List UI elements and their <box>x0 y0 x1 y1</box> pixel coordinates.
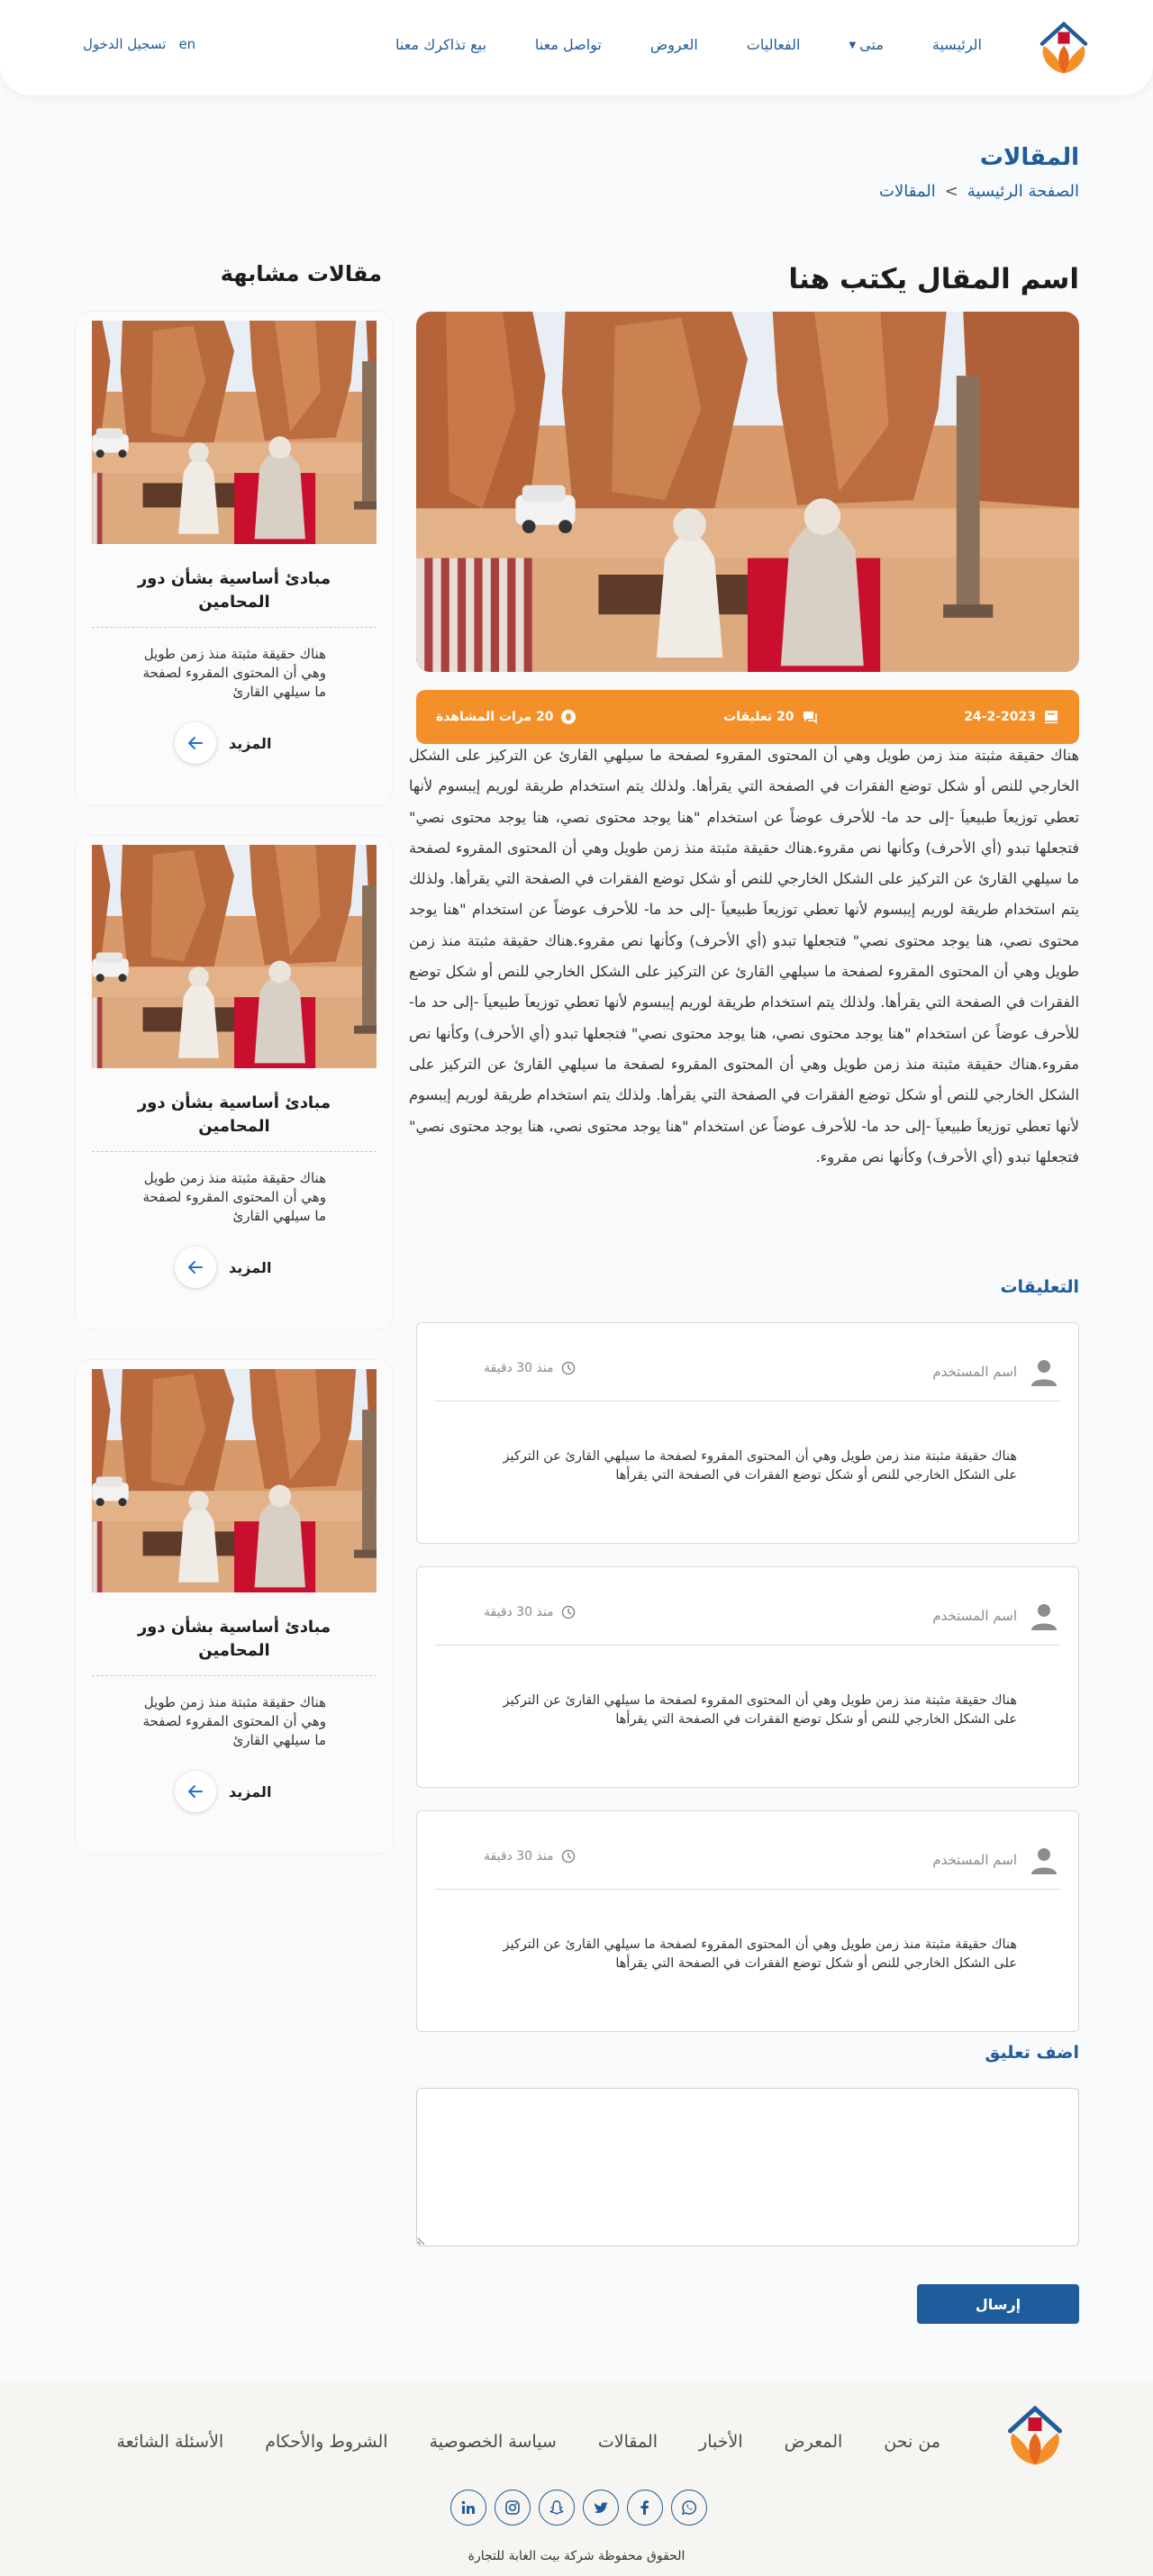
chevron-down-icon: ▼ <box>849 41 857 50</box>
whatsapp-icon[interactable] <box>671 2490 707 2526</box>
arrow-left-icon <box>186 734 204 752</box>
read-more-link[interactable] <box>175 722 271 764</box>
article-image <box>416 312 1079 672</box>
comment-time <box>484 1605 576 1619</box>
comment-user <box>932 1356 1060 1388</box>
divider <box>92 1675 377 1676</box>
header-actions <box>83 36 195 52</box>
divider <box>435 1645 1060 1646</box>
related-article-title: مبادئ أساسية بشأن دور المحامين <box>137 1618 331 1660</box>
comment-time-text: منذ 30 دقيقة <box>484 1849 554 1864</box>
nav-events[interactable]: الفعاليات <box>746 36 801 53</box>
breadcrumb-separator: > <box>944 182 958 201</box>
comment-text: هناك حقيقة مثبتة منذ زمن طويل وهي أن المحتوى المقروء لصفحة ما سيلهي القارئ عن التركيز على الشكل الخارجي للنص أو شكل توضع الفقرات في الصفحة التي يقرأها <box>503 1937 1017 1971</box>
breadcrumb-current: المقالات <box>879 182 936 201</box>
copyright-text: الحقوق محفوظة شركة بيت الغابة للتجارة <box>468 2549 685 2563</box>
page-title: المقالات <box>979 144 1079 171</box>
article-date-text: 24-2-2023 <box>964 710 1036 724</box>
read-more-button[interactable] <box>175 1247 216 1288</box>
article-date <box>964 709 1059 725</box>
footer-nav <box>75 2432 940 2452</box>
comment-user <box>932 1600 1060 1632</box>
related-article-card[interactable] <box>76 1360 393 1854</box>
comment-card <box>416 1810 1079 2032</box>
clock-icon <box>561 1849 576 1864</box>
comment-text: هناك حقيقة مثبتة منذ زمن طويل وهي أن المحتوى المقروء لصفحة ما سيلهي القارئ عن التركيز على الشكل الخارجي للنص أو شكل توضع الفقرات في الصفحة التي يقرأها <box>503 1693 1017 1727</box>
related-article-text: هناك حقيقة مثبتة منذ زمن طويل وهي أن المحتوى المقروء لصفحة ما سيلهي القارئ <box>142 1694 326 1748</box>
related-article-text: هناك حقيقة مثبتة منذ زمن طويل وهي أن المحتوى المقروء لصفحة ما سيلهي القارئ <box>142 1170 326 1224</box>
nav-when-label: متى <box>859 36 884 53</box>
related-article-title: مبادئ أساسية بشأن دور المحامين <box>137 569 331 612</box>
footer-faq[interactable]: الأسئلة الشائعة <box>116 2432 224 2452</box>
instagram-icon[interactable] <box>495 2490 531 2526</box>
nav-when[interactable] <box>849 36 883 53</box>
related-article-image <box>92 321 377 544</box>
read-more-button[interactable] <box>175 1771 216 1812</box>
related-article-image <box>92 1369 377 1592</box>
article-comments-text: 20 تعليقات <box>723 710 794 724</box>
footer-terms[interactable]: الشروط والأحكام <box>265 2432 388 2452</box>
comment-text: هناك حقيقة مثبتة منذ زمن طويل وهي أن المحتوى المقروء لصفحة ما سيلهي القارئ عن التركيز على الشكل الخارجي للنص أو شكل توضع الفقرات في الصفحة التي يقرأها <box>503 1449 1017 1483</box>
clock-icon <box>561 1605 576 1619</box>
nav-home[interactable]: الرئيسية <box>931 36 982 53</box>
comment-username: اسم المستخدم <box>932 1608 1017 1624</box>
user-avatar-icon <box>1028 1356 1060 1388</box>
social-links <box>450 2490 707 2526</box>
related-article-text: هناك حقيقة مثبتة منذ زمن طويل وهي أن المحتوى المقروء لصفحة ما سيلهي القارئ <box>142 646 326 700</box>
arrow-left-icon <box>186 1782 204 1800</box>
site-header <box>0 0 1153 95</box>
related-article-card[interactable] <box>76 836 393 1329</box>
article-comments-count <box>723 709 817 725</box>
snapchat-icon[interactable] <box>539 2490 575 2526</box>
comment-time-text: منذ 30 دقيقة <box>484 1605 554 1619</box>
article-body: هناك حقيقة مثبتة منذ زمن طويل وهي أن المحتوى المقروء لصفحة ما سيلهي القارئ عن التركيز على الشكل الخارجي للنص أو شكل توضع الفقرات في الصفحة التي يقرأها. ولذلك يتم استخدام طريقة لوريم إيبسوم لأنها تعطي توزيعاَ طبيعياَ -إلى حد ما- للأحرف عوضاً عن استخدام "هنا يوجد محتوى نصي، هنا يوجد محتوى نصي" فتجعلها تبدو (أي الأحرف) وكأنها نص مقروء.هناك حقيقة مثبتة منذ زمن طويل وهي أن المحتوى المقروء لصفحة ما سيلهي القارئ عن التركيز على الشكل الخارجي للنص أو شكل توضع الفقرات في الصفحة التي يقرأها. ولذلك يتم استخدام طريقة لوريم إيبسوم لأنها تعطي توزيعاَ طبيعياَ -إلى حد ما- للأحرف عوضاً عن استخدام "هنا يوجد محتوى نصي، هنا يوجد محتوى نصي" فتجعلها تبدو (أي الأحرف) وكأنها نص مقروء.هناك حقيقة مثبتة منذ زمن طويل وهي أن المحتوى المقروء لصفحة ما سيلهي القارئ عن التركيز على الشكل الخارجي للنص أو شكل توضع الفقرات في الصفحة التي يقرأها. ولذلك يتم استخدام طريقة لوريم إيبسوم لأنها تعطي توزيعاَ طبيعياَ -إلى حد ما- للأحرف عوضاً عن استخدام "هنا يوجد محتوى نصي، هنا يوجد محتوى نصي" فتجعلها تبدو (أي الأحرف) وكأنها نص مقروء.هناك حقيقة مثبتة منذ زمن طويل وهي أن المحتوى المقروء لصفحة ما سيلهي القارئ عن التركيز على الشكل الخارجي للنص أو شكل توضع الفقرات في الصفحة التي يقرأها. ولذلك يتم استخدام طريقة لوريم إيبسوم لأنها تعطي توزيعاَ طبيعياَ -إلى حد ما- للأحرف عوضاً عن استخدام "هنا يوجد محتوى نصي، هنا يوجد محتوى نصي" فتجعلها تبدو (أي الأحرف) وكأنها نص مقروء. <box>409 747 1079 1166</box>
comment-card <box>416 1566 1079 1788</box>
article-views <box>436 709 576 725</box>
breadcrumb-home[interactable]: الصفحة الرئيسية <box>967 182 1079 201</box>
comments-heading: التعليقات <box>1000 1277 1079 1297</box>
related-articles-heading: مقالات مشابهة <box>220 261 382 286</box>
related-article-card[interactable] <box>76 312 393 805</box>
comment-textarea[interactable] <box>417 2089 1078 2245</box>
comment-card <box>416 1322 1079 1544</box>
comment-user <box>932 1844 1060 1876</box>
footer-about[interactable]: من نحن <box>884 2432 940 2452</box>
article-title: اسم المقال يكتب هنا <box>788 263 1079 295</box>
related-article-title: مبادئ أساسية بشأن دور المحامين <box>137 1093 331 1136</box>
read-more-link[interactable] <box>175 1771 271 1812</box>
twitter-icon[interactable] <box>583 2490 619 2526</box>
book-icon <box>1043 709 1059 725</box>
comment-time <box>484 1849 576 1864</box>
add-comment-heading: اضف تعليق <box>985 2043 1079 2063</box>
arrow-left-icon <box>186 1258 204 1276</box>
comment-username: اسم المستخدم <box>932 1364 1017 1380</box>
user-avatar-icon <box>1028 1844 1060 1876</box>
footer-news[interactable]: الأخبار <box>699 2432 743 2452</box>
comment-time-text: منذ 30 دقيقة <box>484 1361 554 1375</box>
read-more-button[interactable] <box>175 722 216 764</box>
article-meta-bar <box>416 690 1079 744</box>
main-nav <box>347 36 982 53</box>
divider <box>435 1889 1060 1890</box>
comment-time <box>484 1361 576 1375</box>
read-more-label: المزيد <box>229 1258 272 1276</box>
eye-icon <box>560 709 576 725</box>
article-views-text: 20 مرات المشاهدة <box>436 710 554 724</box>
footer-logo-icon[interactable] <box>1000 2399 1070 2472</box>
login-link[interactable]: تسجيل الدخول <box>83 36 167 52</box>
submit-comment-button[interactable]: إرسال <box>917 2284 1079 2324</box>
comment-textarea-box <box>416 2088 1079 2246</box>
site-footer <box>0 2381 1153 2576</box>
language-switch[interactable]: en <box>178 36 196 52</box>
read-more-label: المزيد <box>229 734 272 752</box>
footer-gallery[interactable]: المعرض <box>784 2432 843 2452</box>
nav-contact[interactable]: تواصل معنا <box>534 36 602 53</box>
nav-sell-tickets[interactable]: بيع تذاكرك معنا <box>395 36 486 53</box>
read-more-link[interactable] <box>175 1247 271 1288</box>
user-avatar-icon <box>1028 1600 1060 1632</box>
linkedin-icon[interactable] <box>450 2490 486 2526</box>
clock-icon <box>561 1361 576 1375</box>
related-article-image <box>92 845 377 1068</box>
read-more-label: المزيد <box>229 1782 272 1800</box>
nav-offers[interactable]: العروض <box>649 36 698 53</box>
facebook-icon[interactable] <box>627 2490 663 2526</box>
breadcrumb <box>879 182 1079 201</box>
logo-icon[interactable] <box>1034 16 1094 79</box>
divider <box>92 1151 377 1152</box>
footer-articles[interactable]: المقالات <box>597 2432 658 2452</box>
divider <box>92 627 377 628</box>
footer-privacy[interactable]: سياسة الخصوصية <box>429 2432 557 2452</box>
comment-username: اسم المستخدم <box>932 1852 1017 1868</box>
chat-icon <box>802 709 818 725</box>
